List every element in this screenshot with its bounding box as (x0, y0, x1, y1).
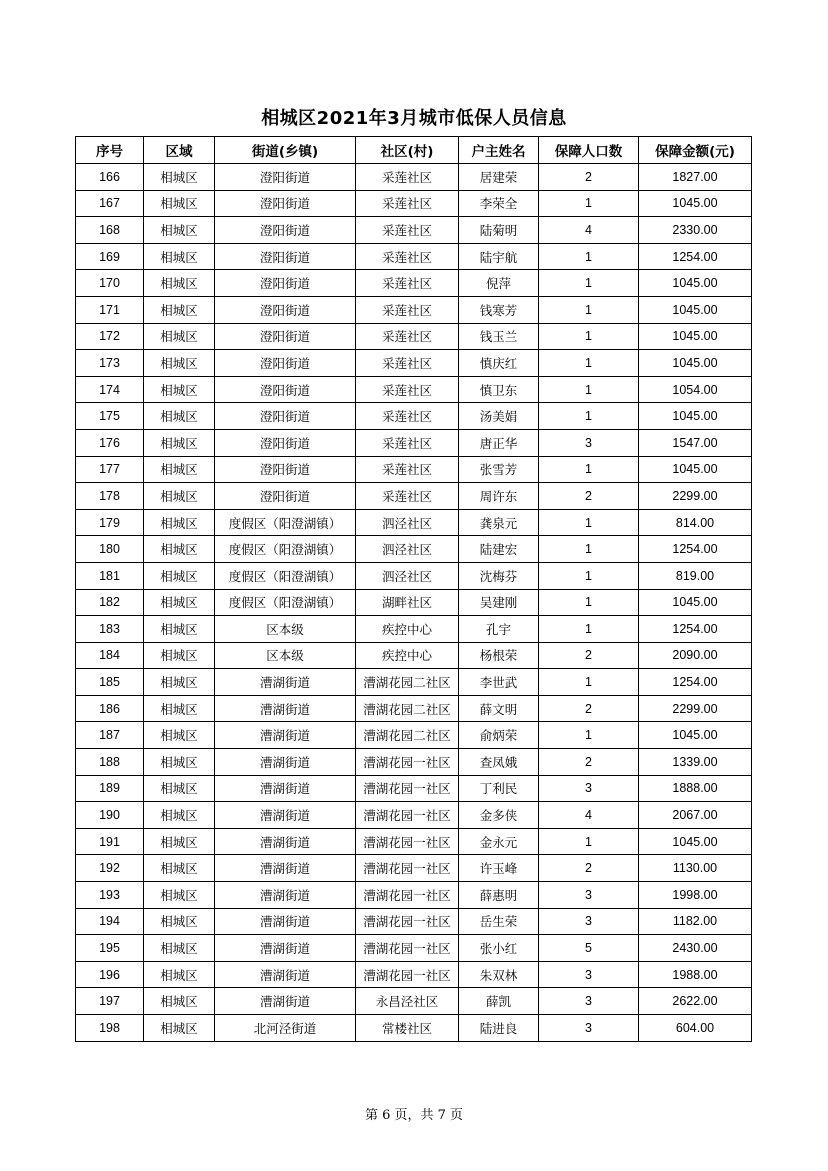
cell-amount: 1988.00 (639, 961, 752, 988)
cell-amount: 1045.00 (639, 722, 752, 749)
cell-community: 疾控中心 (356, 616, 459, 643)
cell-population: 3 (539, 961, 639, 988)
table-body (76, 164, 752, 1042)
column-header-region: 区域 (144, 137, 215, 164)
cell-community: 漕湖花园一社区 (356, 908, 459, 935)
cell-street: 澄阳街道 (215, 217, 356, 244)
cell-street: 澄阳街道 (215, 270, 356, 297)
column-header-community: 社区(村) (356, 137, 459, 164)
cell-serial: 175 (76, 403, 144, 430)
cell-amount: 2090.00 (639, 642, 752, 669)
cell-street: 漕湖街道 (215, 695, 356, 722)
cell-serial: 194 (76, 908, 144, 935)
cell-serial: 177 (76, 456, 144, 483)
cell-street: 澄阳街道 (215, 190, 356, 217)
table-row (76, 935, 752, 962)
cell-serial: 188 (76, 749, 144, 776)
cell-region: 相城区 (144, 828, 215, 855)
cell-community: 漕湖花园二社区 (356, 722, 459, 749)
cell-householder: 陆进良 (459, 1015, 539, 1042)
table-row (76, 988, 752, 1015)
cell-community: 漕湖花园一社区 (356, 961, 459, 988)
cell-serial: 174 (76, 376, 144, 403)
cell-amount: 814.00 (639, 509, 752, 536)
cell-amount: 1045.00 (639, 296, 752, 323)
cell-householder: 金永元 (459, 828, 539, 855)
cell-serial: 180 (76, 536, 144, 563)
cell-serial: 170 (76, 270, 144, 297)
cell-amount: 1888.00 (639, 775, 752, 802)
cell-street: 澄阳街道 (215, 350, 356, 377)
cell-householder: 慎卫东 (459, 376, 539, 403)
cell-population: 1 (539, 562, 639, 589)
table-row (76, 616, 752, 643)
cell-community: 泗泾社区 (356, 509, 459, 536)
cell-population: 1 (539, 828, 639, 855)
cell-region: 相城区 (144, 217, 215, 244)
cell-region: 相城区 (144, 376, 215, 403)
cell-community: 采莲社区 (356, 217, 459, 244)
cell-amount: 2622.00 (639, 988, 752, 1015)
cell-street: 漕湖街道 (215, 961, 356, 988)
table-row (76, 695, 752, 722)
cell-householder: 吴建刚 (459, 589, 539, 616)
cell-population: 2 (539, 642, 639, 669)
cell-serial: 193 (76, 882, 144, 909)
cell-householder: 张雪芳 (459, 456, 539, 483)
cell-amount: 1045.00 (639, 270, 752, 297)
cell-region: 相城区 (144, 882, 215, 909)
cell-street: 澄阳街道 (215, 164, 356, 191)
cell-street: 漕湖街道 (215, 669, 356, 696)
cell-householder: 居建荣 (459, 164, 539, 191)
cell-householder: 许玉峰 (459, 855, 539, 882)
cell-serial: 171 (76, 296, 144, 323)
cell-population: 4 (539, 217, 639, 244)
cell-region: 相城区 (144, 456, 215, 483)
cell-amount: 1045.00 (639, 828, 752, 855)
cell-serial: 198 (76, 1015, 144, 1042)
cell-street: 澄阳街道 (215, 456, 356, 483)
cell-region: 相城区 (144, 243, 215, 270)
cell-serial: 184 (76, 642, 144, 669)
cell-community: 采莲社区 (356, 323, 459, 350)
column-header-amount: 保障金额(元) (639, 137, 752, 164)
cell-region: 相城区 (144, 935, 215, 962)
table-row (76, 296, 752, 323)
table-row (76, 562, 752, 589)
cell-street: 漕湖街道 (215, 855, 356, 882)
cell-region: 相城区 (144, 908, 215, 935)
cell-householder: 陆菊明 (459, 217, 539, 244)
cell-community: 采莲社区 (356, 164, 459, 191)
cell-amount: 1339.00 (639, 749, 752, 776)
cell-amount: 1045.00 (639, 350, 752, 377)
page-title: 相城区2021年3月城市低保人员信息 (261, 108, 567, 129)
cell-region: 相城区 (144, 403, 215, 430)
cell-amount: 2430.00 (639, 935, 752, 962)
cell-community: 采莲社区 (356, 429, 459, 456)
cell-serial: 181 (76, 562, 144, 589)
cell-street: 度假区（阳澄湖镇） (215, 589, 356, 616)
cell-serial: 176 (76, 429, 144, 456)
cell-population: 2 (539, 749, 639, 776)
column-header-householder: 户主姓名 (459, 137, 539, 164)
cell-householder: 倪萍 (459, 270, 539, 297)
column-header-serial: 序号 (76, 137, 144, 164)
cell-community: 疾控中心 (356, 642, 459, 669)
cell-amount: 1254.00 (639, 616, 752, 643)
cell-householder: 俞炳荣 (459, 722, 539, 749)
cell-amount: 604.00 (639, 1015, 752, 1042)
cell-population: 1 (539, 350, 639, 377)
table-row (76, 669, 752, 696)
table-row (76, 802, 752, 829)
column-header-population: 保障人口数 (539, 137, 639, 164)
cell-street: 度假区（阳澄湖镇） (215, 536, 356, 563)
cell-serial: 190 (76, 802, 144, 829)
cell-householder: 钱寒芳 (459, 296, 539, 323)
cell-amount: 1254.00 (639, 536, 752, 563)
cell-street: 漕湖街道 (215, 722, 356, 749)
cell-region: 相城区 (144, 642, 215, 669)
cell-community: 泗泾社区 (356, 536, 459, 563)
table-header-row (76, 137, 752, 164)
cell-region: 相城区 (144, 1015, 215, 1042)
cell-householder: 孔宇 (459, 616, 539, 643)
cell-householder: 薛文明 (459, 695, 539, 722)
cell-population: 2 (539, 483, 639, 510)
cell-amount: 1045.00 (639, 323, 752, 350)
cell-serial: 183 (76, 616, 144, 643)
cell-community: 采莲社区 (356, 190, 459, 217)
cell-population: 1 (539, 323, 639, 350)
cell-population: 1 (539, 616, 639, 643)
cell-street: 区本级 (215, 642, 356, 669)
cell-region: 相城区 (144, 429, 215, 456)
cell-serial: 179 (76, 509, 144, 536)
cell-amount: 1130.00 (639, 855, 752, 882)
cell-region: 相城区 (144, 509, 215, 536)
table-row (76, 749, 752, 776)
cell-serial: 196 (76, 961, 144, 988)
table-row (76, 456, 752, 483)
cell-serial: 172 (76, 323, 144, 350)
cell-population: 3 (539, 908, 639, 935)
cell-region: 相城区 (144, 270, 215, 297)
cell-region: 相城区 (144, 961, 215, 988)
cell-population: 1 (539, 509, 639, 536)
table-row (76, 376, 752, 403)
cell-community: 漕湖花园一社区 (356, 775, 459, 802)
cell-serial: 173 (76, 350, 144, 377)
cell-region: 相城区 (144, 296, 215, 323)
cell-serial: 186 (76, 695, 144, 722)
cell-serial: 187 (76, 722, 144, 749)
cell-region: 相城区 (144, 855, 215, 882)
cell-community: 漕湖花园一社区 (356, 882, 459, 909)
cell-amount: 1045.00 (639, 403, 752, 430)
cell-householder: 薛凯 (459, 988, 539, 1015)
cell-region: 相城区 (144, 562, 215, 589)
cell-population: 1 (539, 270, 639, 297)
cell-community: 采莲社区 (356, 350, 459, 377)
cell-population: 1 (539, 589, 639, 616)
cell-householder: 张小红 (459, 935, 539, 962)
cell-population: 2 (539, 695, 639, 722)
table-row (76, 908, 752, 935)
cell-region: 相城区 (144, 722, 215, 749)
table-row (76, 483, 752, 510)
cell-serial: 197 (76, 988, 144, 1015)
cell-street: 度假区（阳澄湖镇） (215, 509, 356, 536)
table-row (76, 509, 752, 536)
cell-street: 澄阳街道 (215, 429, 356, 456)
cell-householder: 陆建宏 (459, 536, 539, 563)
cell-street: 澄阳街道 (215, 243, 356, 270)
cell-community: 常楼社区 (356, 1015, 459, 1042)
cell-street: 北河泾街道 (215, 1015, 356, 1042)
cell-community: 采莲社区 (356, 243, 459, 270)
cell-street: 澄阳街道 (215, 323, 356, 350)
table-row (76, 882, 752, 909)
cell-community: 漕湖花园一社区 (356, 935, 459, 962)
cell-region: 相城区 (144, 775, 215, 802)
cell-amount: 1045.00 (639, 589, 752, 616)
table-row (76, 323, 752, 350)
cell-population: 5 (539, 935, 639, 962)
cell-population: 3 (539, 988, 639, 1015)
cell-community: 漕湖花园二社区 (356, 669, 459, 696)
cell-population: 4 (539, 802, 639, 829)
table-row (76, 403, 752, 430)
cell-amount: 2330.00 (639, 217, 752, 244)
cell-population: 1 (539, 190, 639, 217)
cell-serial: 167 (76, 190, 144, 217)
cell-street: 区本级 (215, 616, 356, 643)
cell-street: 漕湖街道 (215, 775, 356, 802)
cell-population: 3 (539, 775, 639, 802)
cell-street: 漕湖街道 (215, 882, 356, 909)
cell-population: 1 (539, 722, 639, 749)
cell-serial: 195 (76, 935, 144, 962)
cell-serial: 169 (76, 243, 144, 270)
cell-region: 相城区 (144, 350, 215, 377)
cell-householder: 丁利民 (459, 775, 539, 802)
cell-region: 相城区 (144, 589, 215, 616)
subsistence-allowance-table (75, 136, 752, 1042)
cell-householder: 沈梅芬 (459, 562, 539, 589)
table-row (76, 536, 752, 563)
cell-householder: 汤美娟 (459, 403, 539, 430)
cell-street: 漕湖街道 (215, 749, 356, 776)
cell-householder: 陆宇航 (459, 243, 539, 270)
table-row (76, 642, 752, 669)
cell-community: 永昌泾社区 (356, 988, 459, 1015)
table-row (76, 855, 752, 882)
cell-amount: 1045.00 (639, 456, 752, 483)
cell-serial: 189 (76, 775, 144, 802)
cell-community: 采莲社区 (356, 296, 459, 323)
cell-region: 相城区 (144, 323, 215, 350)
cell-community: 泗泾社区 (356, 562, 459, 589)
cell-amount: 1254.00 (639, 669, 752, 696)
table-row (76, 589, 752, 616)
column-header-street: 街道(乡镇) (215, 137, 356, 164)
cell-community: 采莲社区 (356, 403, 459, 430)
cell-serial: 191 (76, 828, 144, 855)
cell-community: 采莲社区 (356, 456, 459, 483)
cell-region: 相城区 (144, 695, 215, 722)
cell-householder: 钱玉兰 (459, 323, 539, 350)
cell-population: 1 (539, 403, 639, 430)
cell-population: 1 (539, 456, 639, 483)
page-footer: 第 6 页，共 7 页 (364, 1108, 464, 1123)
table-row (76, 775, 752, 802)
cell-population: 3 (539, 429, 639, 456)
cell-street: 漕湖街道 (215, 935, 356, 962)
cell-amount: 1254.00 (639, 243, 752, 270)
cell-population: 1 (539, 376, 639, 403)
cell-householder: 龚泉元 (459, 509, 539, 536)
cell-street: 澄阳街道 (215, 376, 356, 403)
cell-community: 漕湖花园一社区 (356, 855, 459, 882)
cell-householder: 周许东 (459, 483, 539, 510)
table-row (76, 217, 752, 244)
cell-amount: 1054.00 (639, 376, 752, 403)
cell-community: 湖畔社区 (356, 589, 459, 616)
cell-street: 漕湖街道 (215, 908, 356, 935)
cell-serial: 182 (76, 589, 144, 616)
table-row (76, 190, 752, 217)
cell-street: 澄阳街道 (215, 403, 356, 430)
cell-region: 相城区 (144, 164, 215, 191)
cell-region: 相城区 (144, 669, 215, 696)
cell-population: 2 (539, 164, 639, 191)
cell-street: 澄阳街道 (215, 483, 356, 510)
cell-street: 度假区（阳澄湖镇） (215, 562, 356, 589)
cell-householder: 慎庆红 (459, 350, 539, 377)
cell-region: 相城区 (144, 749, 215, 776)
cell-street: 漕湖街道 (215, 828, 356, 855)
cell-population: 1 (539, 296, 639, 323)
table-row (76, 429, 752, 456)
cell-amount: 1547.00 (639, 429, 752, 456)
cell-amount: 819.00 (639, 562, 752, 589)
cell-region: 相城区 (144, 802, 215, 829)
cell-householder: 薛惠明 (459, 882, 539, 909)
cell-householder: 查凤娥 (459, 749, 539, 776)
cell-population: 1 (539, 536, 639, 563)
table-row (76, 828, 752, 855)
cell-amount: 1998.00 (639, 882, 752, 909)
cell-region: 相城区 (144, 190, 215, 217)
table-row (76, 350, 752, 377)
cell-community: 采莲社区 (356, 270, 459, 297)
cell-street: 漕湖街道 (215, 988, 356, 1015)
cell-community: 采莲社区 (356, 376, 459, 403)
cell-community: 漕湖花园一社区 (356, 828, 459, 855)
cell-region: 相城区 (144, 536, 215, 563)
cell-population: 3 (539, 882, 639, 909)
table-row (76, 270, 752, 297)
cell-householder: 岳生荣 (459, 908, 539, 935)
cell-community: 漕湖花园一社区 (356, 749, 459, 776)
cell-serial: 178 (76, 483, 144, 510)
cell-amount: 2067.00 (639, 802, 752, 829)
table-row (76, 1015, 752, 1042)
cell-region: 相城区 (144, 988, 215, 1015)
cell-serial: 168 (76, 217, 144, 244)
cell-amount: 1827.00 (639, 164, 752, 191)
cell-serial: 192 (76, 855, 144, 882)
cell-community: 采莲社区 (356, 483, 459, 510)
cell-householder: 朱双林 (459, 961, 539, 988)
table-row (76, 722, 752, 749)
table-row (76, 164, 752, 191)
cell-population: 3 (539, 1015, 639, 1042)
cell-amount: 2299.00 (639, 695, 752, 722)
cell-street: 漕湖街道 (215, 802, 356, 829)
cell-householder: 金多侠 (459, 802, 539, 829)
cell-amount: 1045.00 (639, 190, 752, 217)
table-row (76, 961, 752, 988)
cell-community: 漕湖花园二社区 (356, 695, 459, 722)
cell-population: 1 (539, 243, 639, 270)
cell-serial: 166 (76, 164, 144, 191)
cell-region: 相城区 (144, 616, 215, 643)
cell-amount: 2299.00 (639, 483, 752, 510)
cell-amount: 1182.00 (639, 908, 752, 935)
cell-region: 相城区 (144, 483, 215, 510)
cell-serial: 185 (76, 669, 144, 696)
cell-householder: 杨根荣 (459, 642, 539, 669)
cell-householder: 李荣全 (459, 190, 539, 217)
cell-community: 漕湖花园一社区 (356, 802, 459, 829)
cell-population: 2 (539, 855, 639, 882)
cell-householder: 唐正华 (459, 429, 539, 456)
cell-population: 1 (539, 669, 639, 696)
table-row (76, 243, 752, 270)
cell-householder: 李世武 (459, 669, 539, 696)
cell-street: 澄阳街道 (215, 296, 356, 323)
